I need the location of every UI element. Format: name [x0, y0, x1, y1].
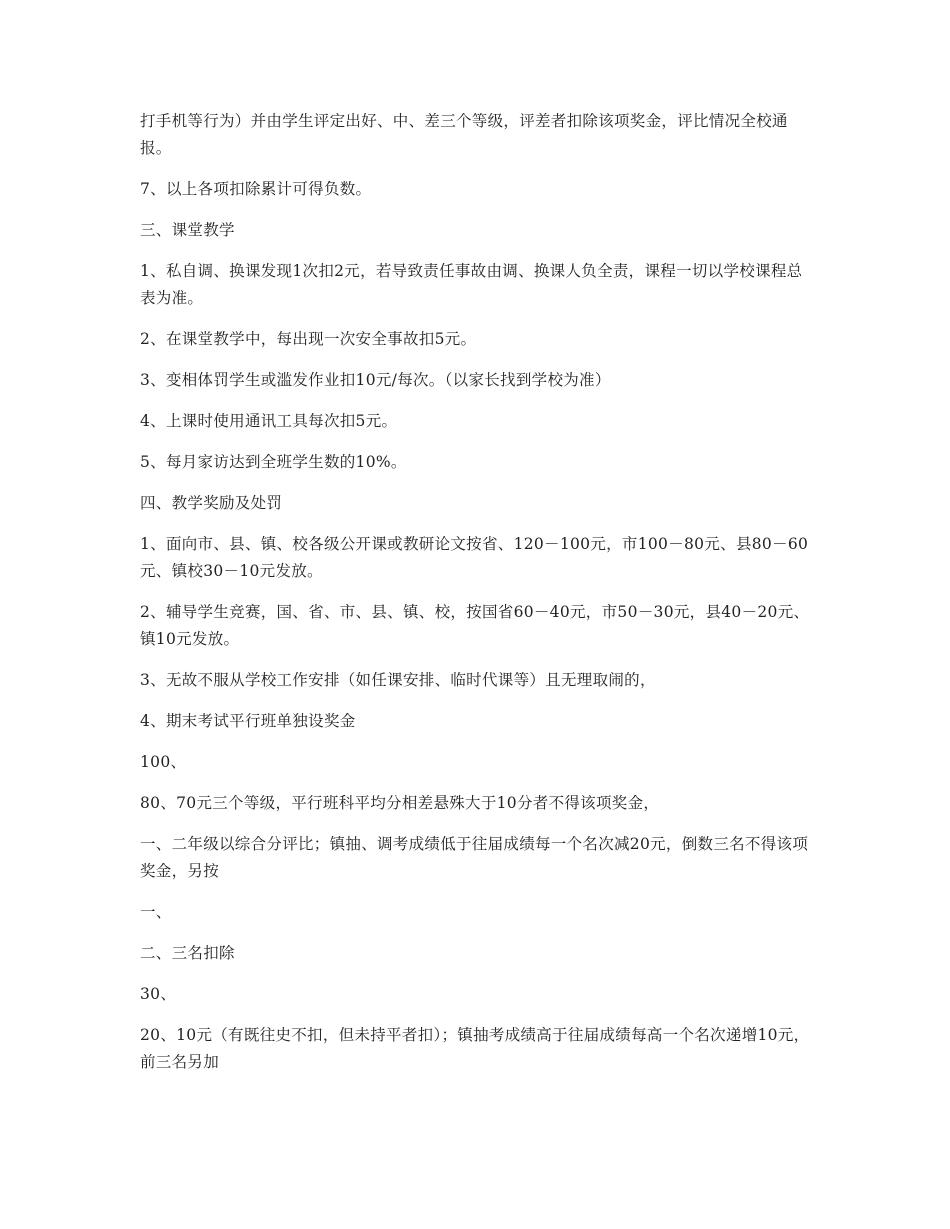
paragraph-5: 2、在课堂教学中，每出现一次安全事故扣5元。	[140, 330, 477, 348]
paragraph-7: 4、上课时使用通讯工具每次扣5元。	[140, 412, 398, 430]
paragraph-4: 1、私自调、换课发现1次扣2元，若导致责任事故由调、换课人负全责，课程一切以学校课程总表为准。	[140, 262, 803, 307]
paragraph-1: 打手机等行为）并由学生评定出好、中、差三个等级，评差者扣除该项奖金，评比情况全校通报。	[140, 112, 788, 157]
paragraph-6: 3、变相体罚学生或滥发作业扣10元/每次。（以家长找到学校为准）	[140, 371, 611, 389]
paragraph-14: 100、	[140, 753, 187, 771]
section-heading-rewards-penalties: 四、教学奖励及处罚	[140, 494, 283, 512]
paragraph-12: 3、无故不服从学校工作安排（如任课安排、临时代课等）且无理取闹的，	[140, 671, 656, 689]
paragraph-8: 5、每月家访达到全班学生数的10%。	[140, 453, 407, 471]
paragraph-2: 7、以上各项扣除累计可得负数。	[140, 180, 372, 198]
paragraph-15: 80、70元三个等级，平行班科平均分相差悬殊大于10分者不得该项奖金，	[140, 794, 660, 812]
document-page	[140, 108, 812, 1090]
paragraph-18: 二、三名扣除	[140, 944, 235, 962]
paragraph-17: 一、	[140, 903, 172, 921]
section-heading-classroom-teaching: 三、课堂教学	[140, 221, 235, 239]
paragraph-19: 30、	[140, 985, 177, 1003]
paragraph-13: 4、期末考试平行班单独设奖金	[140, 712, 356, 730]
paragraph-10: 1、面向市、县、镇、校各级公开课或教研论文按省、120－100元，市100－80元、县80－60元、镇校30－10元发放。	[140, 535, 809, 580]
paragraph-11: 2、辅导学生竞赛，国、省、市、县、镇、校，按国省60－40元，市50－30元，县40－20元、镇10元发放。	[140, 603, 810, 648]
paragraph-16: 一、二年级以综合分评比；镇抽、调考成绩低于往届成绩每一个名次减20元，倒数三名不得该项奖金，另按	[140, 835, 809, 880]
paragraph-20: 20、10元（有既往史不扣，但未持平者扣）；镇抽考成绩高于往届成绩每高一个名次递增10元，前三名另加	[140, 1026, 810, 1071]
